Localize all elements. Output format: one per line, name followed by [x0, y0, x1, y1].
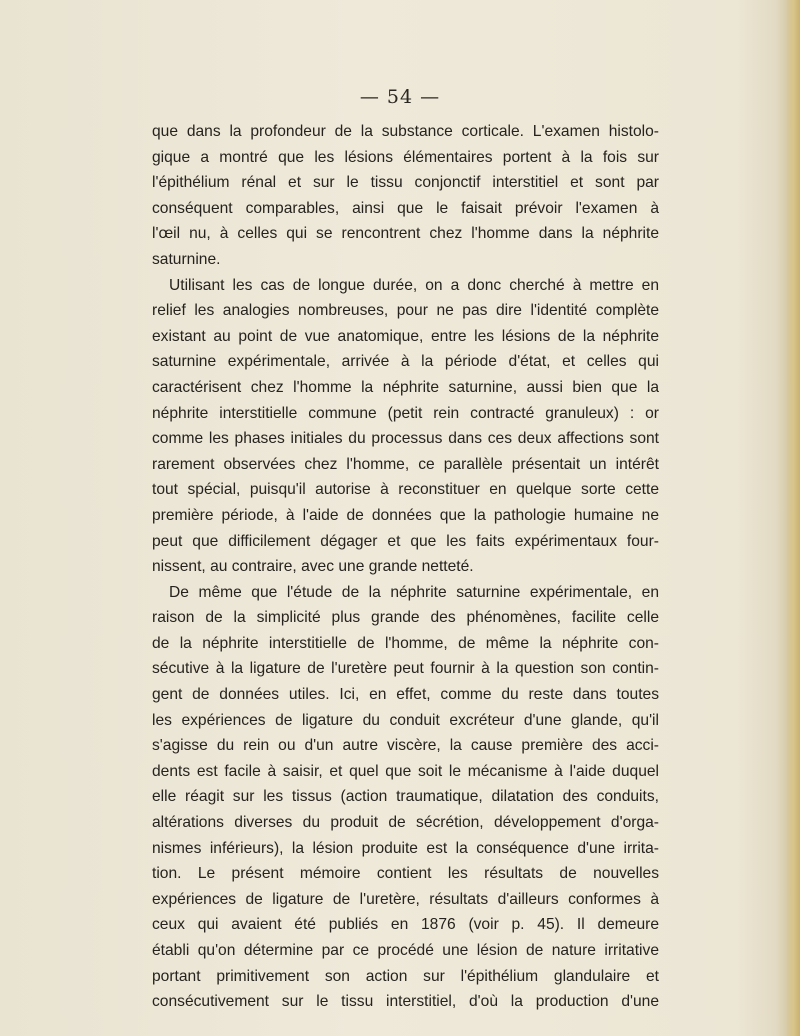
text-line: tion. Le présent mémoire contient les résultats de nouvelles: [152, 865, 659, 883]
paragraph: [152, 580, 659, 1015]
text-line: Utilisant les cas de longue durée, on a donc cherché à mettre en: [169, 276, 659, 294]
text-line: existant au point de vue anatomique, entre les lésions de la néphrite: [152, 327, 659, 345]
text-line: peut que difficilement dégager et que les faits expérimentaux four-: [152, 532, 659, 550]
text-line: l'épithélium rénal et sur le tissu conjonctif interstitiel et sont par: [152, 174, 659, 192]
text-line: expériences de ligature de l'uretère, résultats d'ailleurs conformes à: [152, 890, 659, 908]
text-line: altérations diverses du produit de sécrétion, développement d'orga-: [152, 814, 659, 832]
text-line: établi qu'on détermine par ce procédé une lésion de nature irritative: [152, 942, 659, 959]
text-line: rarement observées chez l'homme, ce parallèle présentait un intérêt: [152, 455, 659, 473]
text-line: sécutive à la ligature de l'uretère peut fournir à la question son contin-: [152, 660, 659, 678]
body-text: [152, 119, 659, 1015]
text-line: dents est facile à saisir, et quel que soit le mécanisme à l'aide duquel: [152, 762, 659, 780]
text-line: s'agisse du rein ou d'un autre viscère, la cause première des acci-: [152, 737, 659, 755]
paragraph: [152, 273, 659, 580]
text-line: caractérisent chez l'homme la néphrite saturnine, aussi bien que la: [152, 378, 659, 396]
text-line: nissent, au contraire, avec une grande netteté.: [152, 558, 474, 576]
text-line: comme les phases initiales du processus dans ces deux affections sont: [152, 430, 659, 448]
text-line: les expériences de ligature du conduit excréteur d'une glande, qu'il: [152, 711, 659, 729]
text-line: portant primitivement son action sur l'épithélium glandulaire et: [152, 967, 659, 985]
text-line: elle réagit sur les tissus (action traumatique, dilatation des conduits,: [152, 788, 659, 806]
text-line: gique a montré que les lésions élémentaires portent à la fois sur: [152, 148, 659, 166]
text-line: ceux qui avaient été publiés en 1876 (voir p. 45). Il demeure: [152, 916, 659, 934]
text-line: tout spécial, puisqu'il autorise à reconstituer en quelque sorte cette: [152, 481, 659, 499]
text-line: relief les analogies nombreuses, pour ne pas dire l'identité complète: [152, 302, 659, 320]
paragraph: [152, 119, 659, 273]
text-line: première période, à l'aide de données que la pathologie humaine ne: [152, 506, 659, 524]
page-edge: [786, 0, 800, 1036]
page-number: — 54 —: [359, 86, 441, 108]
text-line: nismes inférieurs), la lésion produite est la conséquence d'une irrita-: [152, 839, 659, 857]
text-line: néphrite interstitielle commune (petit rein contracté granuleux) : or: [152, 404, 659, 422]
text-line: saturnine expérimentale, arrivée à la période d'état, et celles qui: [152, 353, 659, 371]
text-line: De même que l'étude de la néphrite saturnine expérimentale, en: [169, 583, 659, 601]
text-line: l'œil nu, à celles qui se rencontrent chez l'homme dans la néphrite: [152, 225, 659, 243]
text-line: de la néphrite interstitielle de l'homme, de même la néphrite con-: [152, 634, 659, 652]
text-line: saturnine.: [152, 250, 221, 268]
text-line: raison de la simplicité plus grande des phénomènes, facilite celle: [152, 609, 659, 627]
text-line: que dans la profondeur de la substance corticale. L'examen histolo-: [152, 123, 659, 140]
text-line: consécutivement sur le tissu interstitiel, d'où la production d'une: [152, 993, 659, 1011]
text-line: conséquent comparables, ainsi que le faisait prévoir l'examen à: [152, 199, 659, 217]
text-line: gent de données utiles. Ici, en effet, comme du reste dans toutes: [152, 686, 659, 704]
